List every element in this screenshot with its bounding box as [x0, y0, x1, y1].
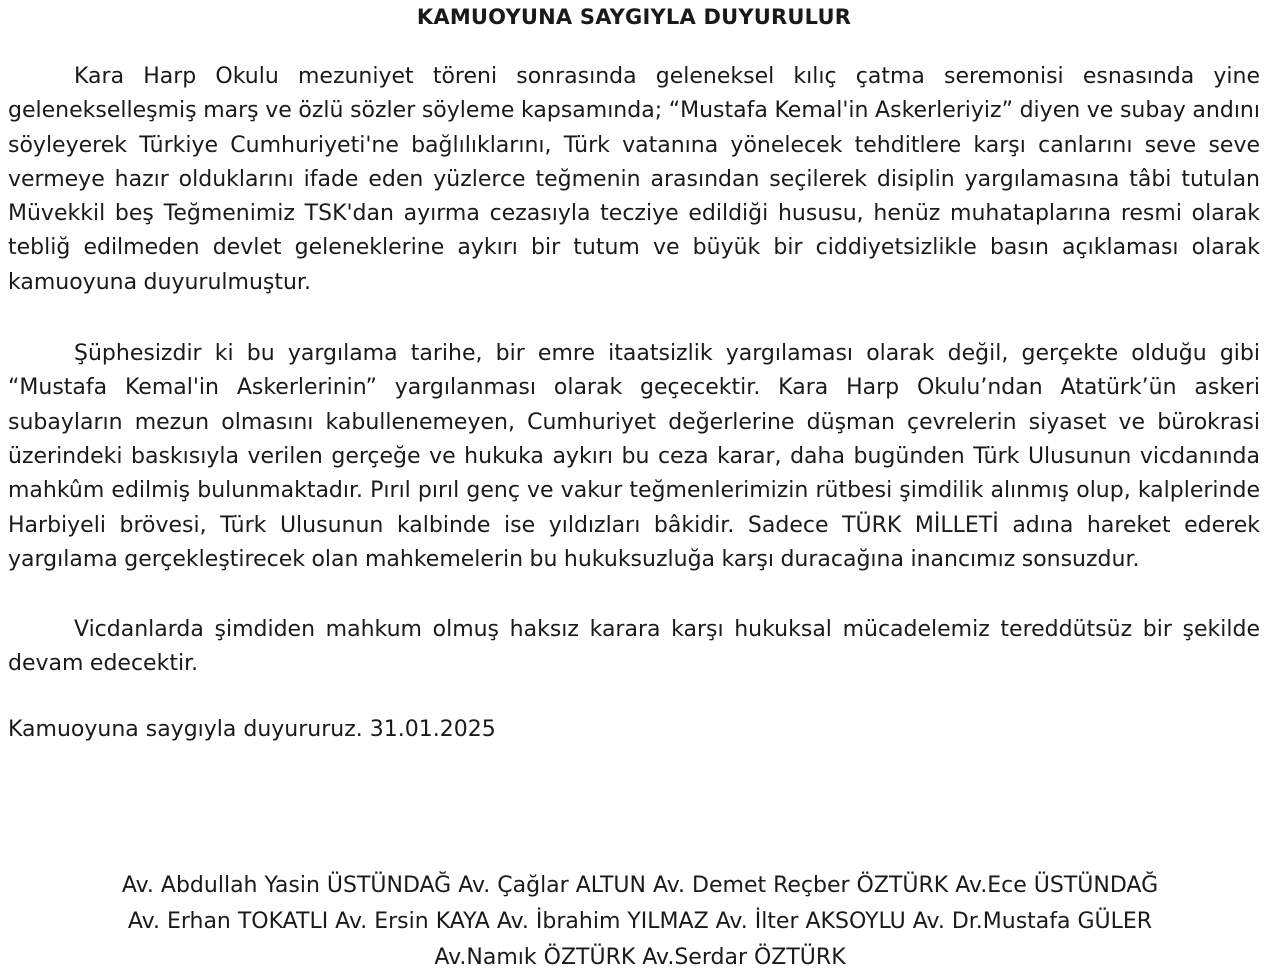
- paragraph-3: Vicdanlarda şimdiden mahkum olmuş haksız karara karşı hukuksal mücadelemiz tereddütsüz bir şekilde devam edecektir.: [8, 617, 1260, 677]
- signature-line-1: Av. Abdullah Yasin ÜSTÜNDAĞ Av. Çağlar ALTUN Av. Demet Reçber ÖZTÜRK Av.Ece ÜSTÜNDAĞ: [121, 873, 1159, 898]
- document-title: KAMUOYUNA SAYGIYLA DUYURULUR: [416, 5, 852, 29]
- signature-line-3: Av.Namık ÖZTÜRK Av.Serdar ÖZTÜRK: [434, 945, 846, 970]
- paragraph-2: Şüphesizdir ki bu yargılama tarihe, bir emre itaatsizlik yargılaması olarak değil, gerçekte olduğu gibi “Mustafa Kemal'in Askerlerinin” yargılanması olarak geçecektir. Kara Harp Okulu’ndan Atatürk’ün askeri subayların mezun olmasını kabullenemeyen, Cumhuriyet değerlerine düşman çevrelerin siyaset ve bürokrasi üzerindeki baskısıyla verilen gerçeğe ve hukuka aykırı bu ceza karar, daha bugünden Türk Ulusunun vicdanında mahkûm edilmiş bulunmaktadır. Pırıl pırıl genç ve vakur teğmenlerimizin rütbesi şimdilik alınmış olup, kalplerinde Harbiyeli brövesi, Türk Ulusunun kalbinde ise yıldızları bâkidir. Sadece TÜRK MİLLETİ adına hareket ederek yargılama gerçekleştirecek olan mahkemelerin bu hukuksuzluğa karşı duracağına inancımız sonsuzdur.: [8, 341, 1260, 572]
- paragraph-1: Kara Harp Okulu mezuniyet töreni sonrasında geleneksel kılıç çatma seremonisi esnasında yine gelenekselleşmiş marş ve özlü sözler söyleme kapsamında; “Mustafa Kemal'in Askerleriyiz” diyen ve subay andını söyleyerek Türkiye Cumhuriyeti'ne bağlılıklarını, Türk vatanına yönelecek tehditlere karşı canlarını seve seve vermeye hazır olduklarını ifade eden yüzlerce teğmenin arasından seçilerek disiplin yargılamasına tâbi tutulan Müvekkil beş Teğmenimiz TSK'dan ayırma cezasıyla tecziye edildiği hususu, henüz muhataplarına resmi olarak tebliğ edilmeden devlet geleneklerine aykırı bir tutum ve büyük bir ciddiyetsizlikle basın açıklaması olarak kamuoyuna duyurulmuştur.: [8, 64, 1260, 295]
- document-page: [8, 0, 1260, 747]
- signature-line-2: Av. Erhan TOKATLI Av. Ersin KAYA Av. İbrahim YILMAZ Av. İlter AKSOYLU Av. Dr.Mustafa GÜLER: [127, 909, 1153, 934]
- closing-statement: Kamuoyuna saygıyla duyururuz. 31.01.2025: [8, 716, 496, 742]
- signature-block: [0, 868, 1280, 976]
